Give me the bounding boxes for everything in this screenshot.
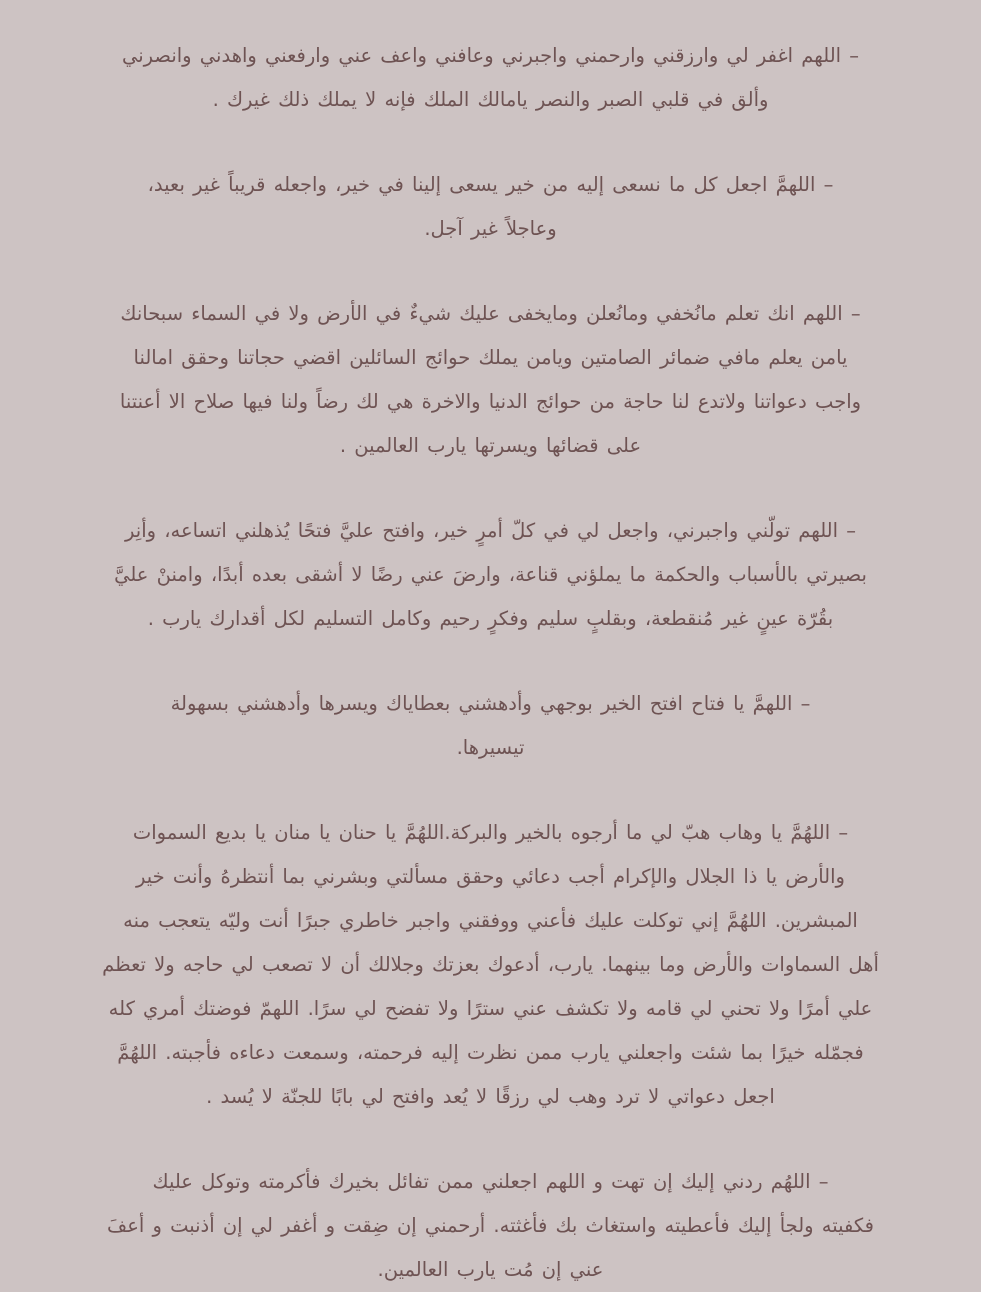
prayer-line: وعاجلاً غير آجل.	[424, 217, 557, 240]
prayer-line: – اللهمَّ يا فتاح افتح الخير بوجهي وأدهشني بعطاياك ويسرها وأدهشني بسهولة	[170, 692, 811, 715]
prayer-line: – اللهم اغفر لي وارزقني وارحمني واجبرني وعافني واعف عني وارفعني واهدني وانصرني	[121, 44, 860, 67]
prayer-line: المبشرين. اللهُمَّ إني توكلت عليك فأعني ووفقني واجبر خاطري جبرًا أنت وليّه يتعجب منه	[123, 909, 858, 932]
prayer-line: – اللهم انك تعلم مانُخفي ومانُعلن ومايخفى عليك شيءٌ في الأرض ولا في السماء سبحانك	[120, 302, 861, 325]
prayer-line: واجب دعواتنا ولاتدع لنا حاجة من حوائج الدنيا والاخرة هي لك رضاً ولنا فيها صلاح الا أعنتنا	[119, 390, 862, 413]
prayer-line: فكفيته ولجأ إليك فأعطيته واستغاث بك فأغثته. أرحمني إن ضِقت و أغفر لي إن أذنبت و أعفَ	[107, 1214, 874, 1237]
prayer-line: والأرض يا ذا الجلال والإكرام أجب دعائي وحقق مسألتي وبشرني بما أنتظرهُ وأنت خير	[136, 865, 845, 888]
prayer-paragraph-6	[68, 811, 913, 1119]
prayer-paragraph-1	[68, 34, 913, 122]
prayer-paragraph-3	[68, 292, 913, 468]
prayer-line: علي أمرًا ولا تحني لي قامه ولا تكشف عني سترًا ولا تفضح لي سرًا. اللهمّ فوضتك أمري كله	[108, 997, 873, 1020]
prayer-line: – اللهُم ردني إليك إن تهت و اللهم اجعلني ممن تفائل بخيرك فأكرمته وتوكل عليك	[152, 1170, 829, 1193]
prayer-line: بصيرتي بالأسباب والحكمة ما يملؤني قناعة، وارضَ عني رضًا لا أشقى بعده أبدًا، وامننْ عليَّ	[114, 563, 867, 586]
prayer-line: بقُرّة عينٍ غير مُنقطعة، وبقلبٍ سليم وفكرٍ رحيم وكامل التسليم لكل أقدارك يارب .	[147, 607, 834, 630]
prayer-line: أهل السماوات والأرض وما بينهما. يارب، أدعوك بعزتك وجلالك أن لا تصعب لي حاجه ولا تعظم	[102, 953, 879, 976]
prayer-line: – اللهُمَّ يا وهاب هبّ لي ما أرجوه بالخير والبركة.اللهُمَّ يا حنان يا منان يا بديع السموات	[132, 821, 849, 844]
prayer-paragraph-2	[68, 163, 913, 251]
prayer-paragraph-4	[68, 509, 913, 641]
prayer-line: وألق في قلبي الصبر والنصر يامالك الملك فإنه لا يملك ذلك غيرك .	[212, 88, 769, 111]
prayer-line: على قضائها ويسرتها يارب العالمين .	[339, 434, 642, 457]
prayer-line: فجمّله خيرًا بما شئت واجعلني يارب ممن نظرت إليه فرحمته، وسمعت دعاءه فأجبته. اللهُمَّ	[117, 1041, 864, 1064]
prayer-line: – اللهمَّ اجعل كل ما نسعى إليه من خير يسعى إلينا في خير، واجعله قريباً غير بعيد،	[147, 173, 834, 196]
prayer-line: عني إن مُت يارب العالمين.	[377, 1258, 604, 1281]
prayer-paragraph-7	[68, 1160, 913, 1292]
prayer-paragraph-5	[68, 682, 913, 770]
prayer-line: يامن يعلم مافي ضمائر الصامتين ويامن يملك حوائج السائلين اقضي حجاتنا وحقق امالنا	[133, 346, 848, 369]
prayer-line: – اللهم تولّني واجبرني، واجعل لي في كلّ أمرٍ خير، وافتح عليَّ فتحًا يُذهلني اتساعه، وأنِر	[125, 519, 856, 542]
prayer-line: اجعل دعواتي لا ترد وهب لي رزقًا لا يُعد وافتح لي بابًا للجنّة لا يُسد .	[206, 1085, 775, 1108]
prayer-line: تيسيرها.	[456, 736, 525, 759]
